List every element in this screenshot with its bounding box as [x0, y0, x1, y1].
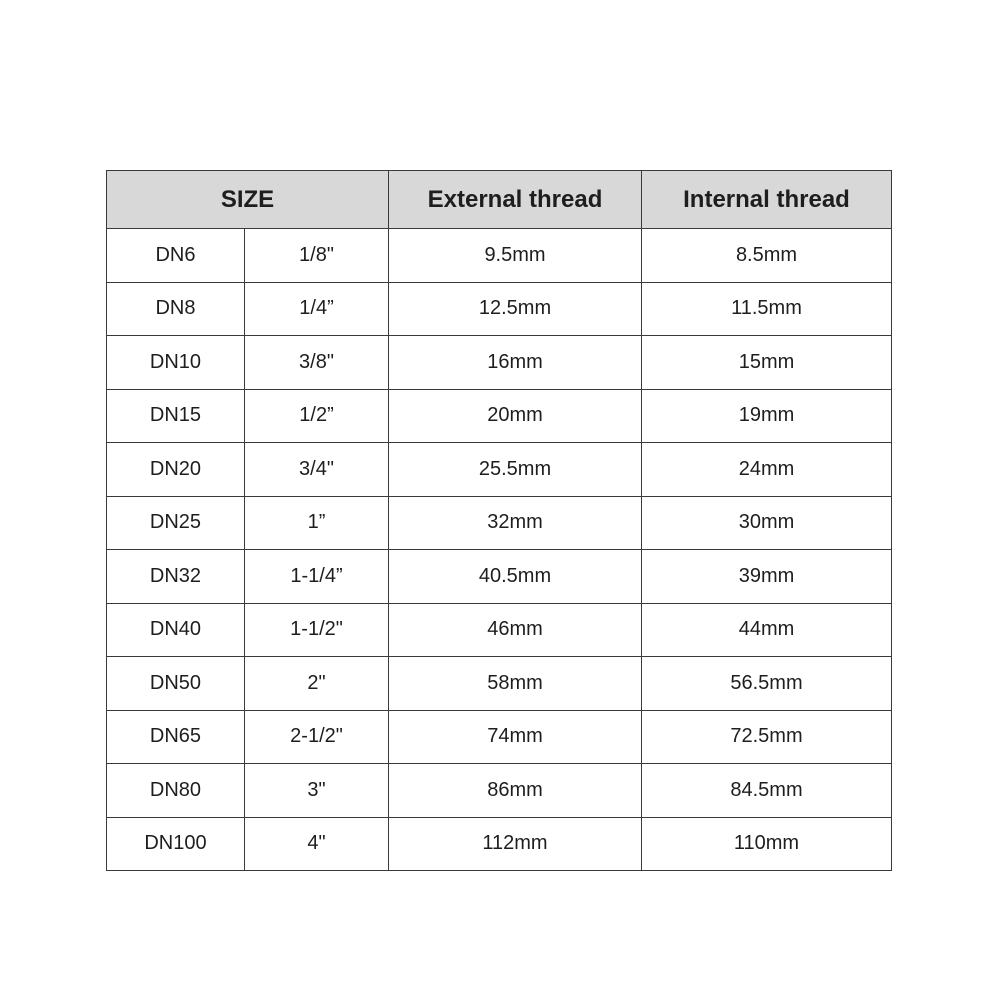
cell-internal: 44mm [642, 603, 892, 657]
cell-external: 40.5mm [389, 550, 642, 604]
cell-inch: 3/4" [245, 443, 389, 497]
cell-external: 86mm [389, 764, 642, 818]
cell-dn: DN32 [107, 550, 245, 604]
cell-external: 74mm [389, 710, 642, 764]
cell-inch: 3/8" [245, 336, 389, 390]
table-row [107, 336, 892, 390]
table-row [107, 229, 892, 283]
cell-dn: DN50 [107, 657, 245, 711]
cell-inch: 1” [245, 496, 389, 550]
cell-dn: DN65 [107, 710, 245, 764]
cell-dn: DN10 [107, 336, 245, 390]
cell-external: 16mm [389, 336, 642, 390]
table-body [107, 229, 892, 871]
cell-external: 58mm [389, 657, 642, 711]
cell-inch: 3" [245, 764, 389, 818]
cell-internal: 110mm [642, 817, 892, 871]
cell-internal: 15mm [642, 336, 892, 390]
header-size: SIZE [107, 171, 389, 229]
table-header [107, 171, 892, 229]
cell-inch: 2" [245, 657, 389, 711]
table-row [107, 443, 892, 497]
header-internal-thread: Internal thread [642, 171, 892, 229]
cell-external: 32mm [389, 496, 642, 550]
cell-internal: 56.5mm [642, 657, 892, 711]
cell-dn: DN40 [107, 603, 245, 657]
table-row [107, 817, 892, 871]
cell-external: 9.5mm [389, 229, 642, 283]
cell-inch: 1/4” [245, 282, 389, 336]
cell-external: 46mm [389, 603, 642, 657]
table-row [107, 603, 892, 657]
cell-internal: 19mm [642, 389, 892, 443]
cell-inch: 1/8" [245, 229, 389, 283]
thread-size-table-container [106, 170, 891, 871]
cell-dn: DN6 [107, 229, 245, 283]
cell-inch: 1-1/2" [245, 603, 389, 657]
table-row [107, 282, 892, 336]
header-row [107, 171, 892, 229]
header-external-thread: External thread [389, 171, 642, 229]
cell-dn: DN20 [107, 443, 245, 497]
cell-dn: DN25 [107, 496, 245, 550]
cell-inch: 4" [245, 817, 389, 871]
cell-external: 25.5mm [389, 443, 642, 497]
cell-internal: 39mm [642, 550, 892, 604]
cell-dn: DN15 [107, 389, 245, 443]
table-row [107, 550, 892, 604]
cell-dn: DN8 [107, 282, 245, 336]
cell-dn: DN80 [107, 764, 245, 818]
cell-external: 20mm [389, 389, 642, 443]
cell-internal: 8.5mm [642, 229, 892, 283]
thread-size-table [106, 170, 892, 871]
cell-internal: 84.5mm [642, 764, 892, 818]
cell-internal: 30mm [642, 496, 892, 550]
cell-inch: 1/2” [245, 389, 389, 443]
table-row [107, 496, 892, 550]
table-row [107, 710, 892, 764]
cell-internal: 11.5mm [642, 282, 892, 336]
table-row [107, 389, 892, 443]
cell-internal: 24mm [642, 443, 892, 497]
cell-inch: 2-1/2" [245, 710, 389, 764]
cell-dn: DN100 [107, 817, 245, 871]
cell-inch: 1-1/4” [245, 550, 389, 604]
cell-external: 12.5mm [389, 282, 642, 336]
table-row [107, 657, 892, 711]
cell-internal: 72.5mm [642, 710, 892, 764]
cell-external: 112mm [389, 817, 642, 871]
table-row [107, 764, 892, 818]
